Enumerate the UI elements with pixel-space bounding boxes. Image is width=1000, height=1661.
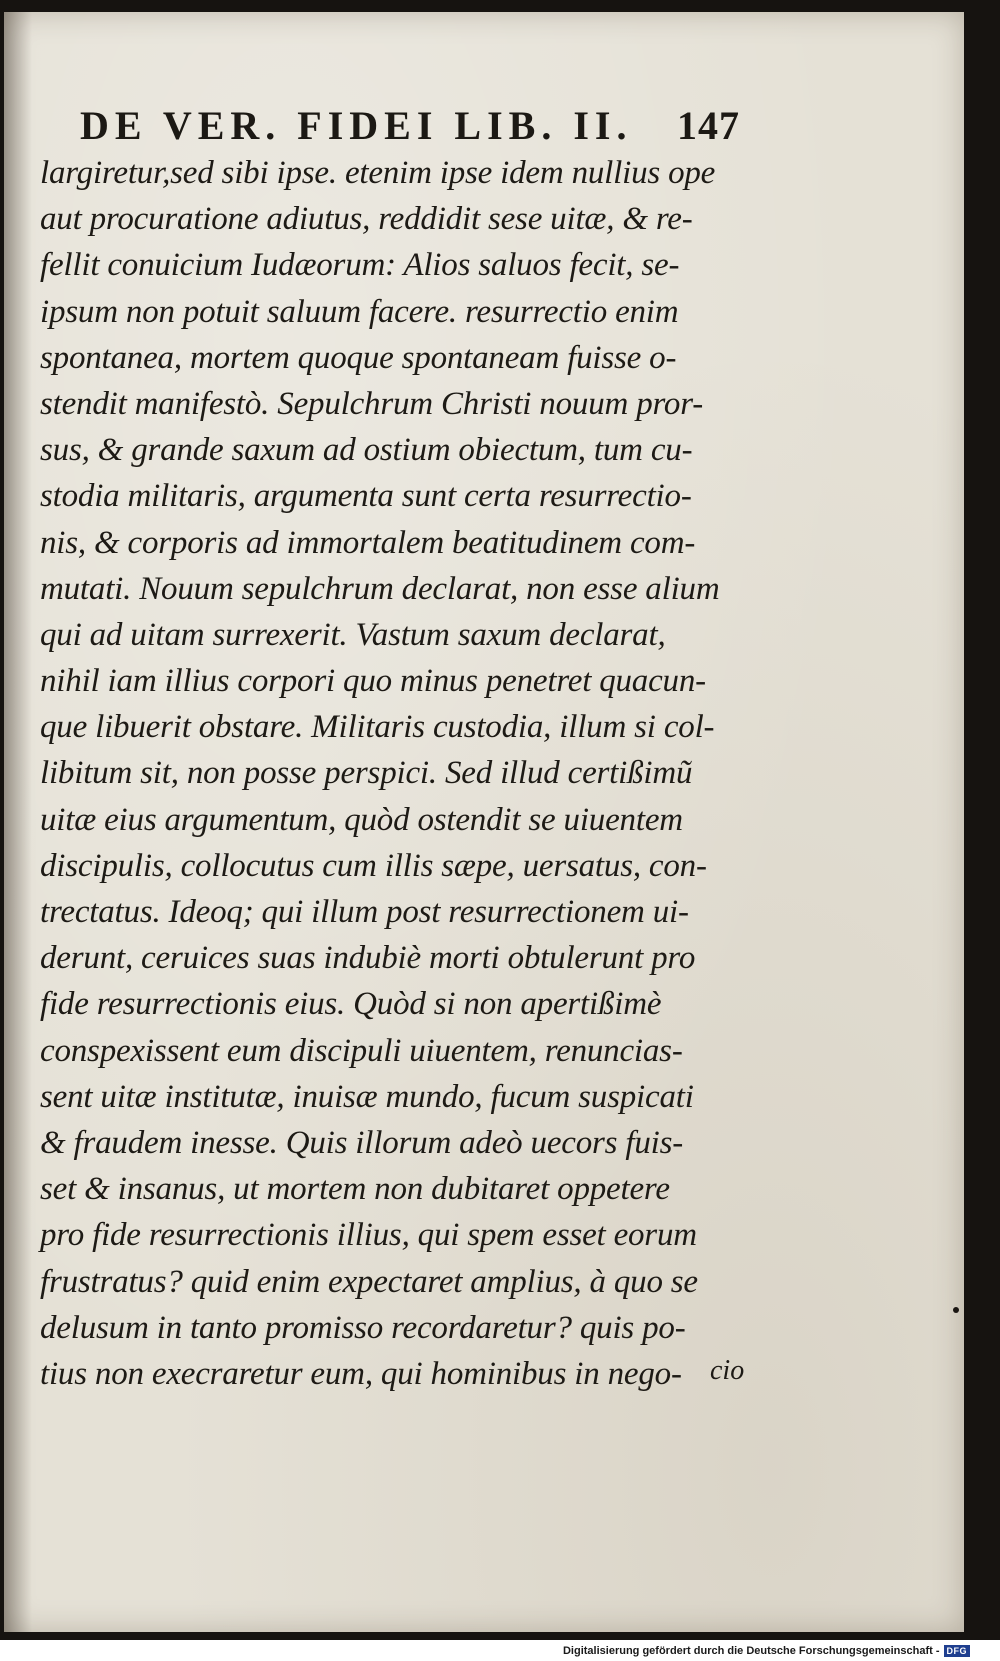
text-line: derunt, ceruices suas indubiè morti obtulerunt pro [40,940,696,977]
text-line: que libuerit obstare. Militaris custodia, illum si col- [40,709,715,746]
text-line: largiretur,sed sibi ipse. etenim ipse idem nullius ope [40,155,716,191]
text-line: sus, & grande saxum ad ostium obiectum, tum cu- [40,432,693,469]
text-line: pro fide resurrectionis illius, qui spem esset eorum [40,1217,697,1254]
catchword: cio [710,1355,745,1386]
running-head [80,102,740,152]
text-line: spontanea, mortem quoque spontaneam fuisse o- [40,339,677,376]
text-line: discipulis, collocutus cum illis sæpe, uersatus, con- [40,847,707,884]
text-line: qui ad uitam surrexerit. Vastum saxum declarat, [40,616,666,653]
text-line: mutati. Nouum sepulchrum declarat, non esse alium [40,570,720,607]
dfg-logo-icon: DFG [944,1645,971,1657]
digitization-credit [563,1641,970,1661]
text-line: nis, & corporis ad immortalem beatitudinem com- [40,524,696,561]
text-line: tius non execraretur eum, qui hominibus in nego- [40,1355,682,1392]
page-number: 147 [677,103,740,148]
text-line: libitum sit, non posse perspici. Sed illud certißimũ [40,755,693,792]
text-block [40,150,745,1397]
text-line: frustratus? quid enim expectaret amplius, à quo se [40,1263,698,1300]
text-line: & fraudem inesse. Quis illorum adeò uecors fuis- [40,1124,684,1161]
text-line: uitæ eius argumentum, quòd ostendit se uiuentem [40,801,683,838]
text-line: set & insanus, ut mortem non dubitaret oppetere [40,1171,670,1208]
text-line: trectatus. Ideoq; qui illum post resurrectionem ui- [40,894,689,930]
gutter-shadow [4,12,32,1632]
credit-text: Digitalisierung gefördert durch die Deutsche Forschungsgemeinschaft - [562,1645,940,1657]
text-line: fellit conuicium Iudæorum: Alios saluos fecit, se- [40,247,680,284]
text-line: ipsum non potuit saluum facere. resurrectio enim [40,293,679,330]
ink-speck [953,1307,959,1313]
text-line: stendit manifestò. Sepulchrum Christi nouum pror- [40,385,703,422]
running-head-title: DE VER. FIDEI LIB. II. [80,103,633,148]
text-line: conspexissent eum discipuli uiuentem, renuncias- [40,1032,683,1069]
text-line: nihil iam illius corpori quo minus penetret quacun- [40,663,706,700]
text-line: sent uitæ institutæ, inuisæ mundo, fucum suspicati [40,1078,694,1115]
text-line: aut procuratione adiutus, reddidit sese uitæ, & re- [40,201,693,238]
text-line: fide resurrectionis eius. Quòd si non apertißimè [40,986,662,1023]
text-line: stodia militaris, argumenta sunt certa resurrectio- [40,478,692,515]
text-line: delusum in tanto promisso recordaretur? quis po- [40,1309,686,1346]
